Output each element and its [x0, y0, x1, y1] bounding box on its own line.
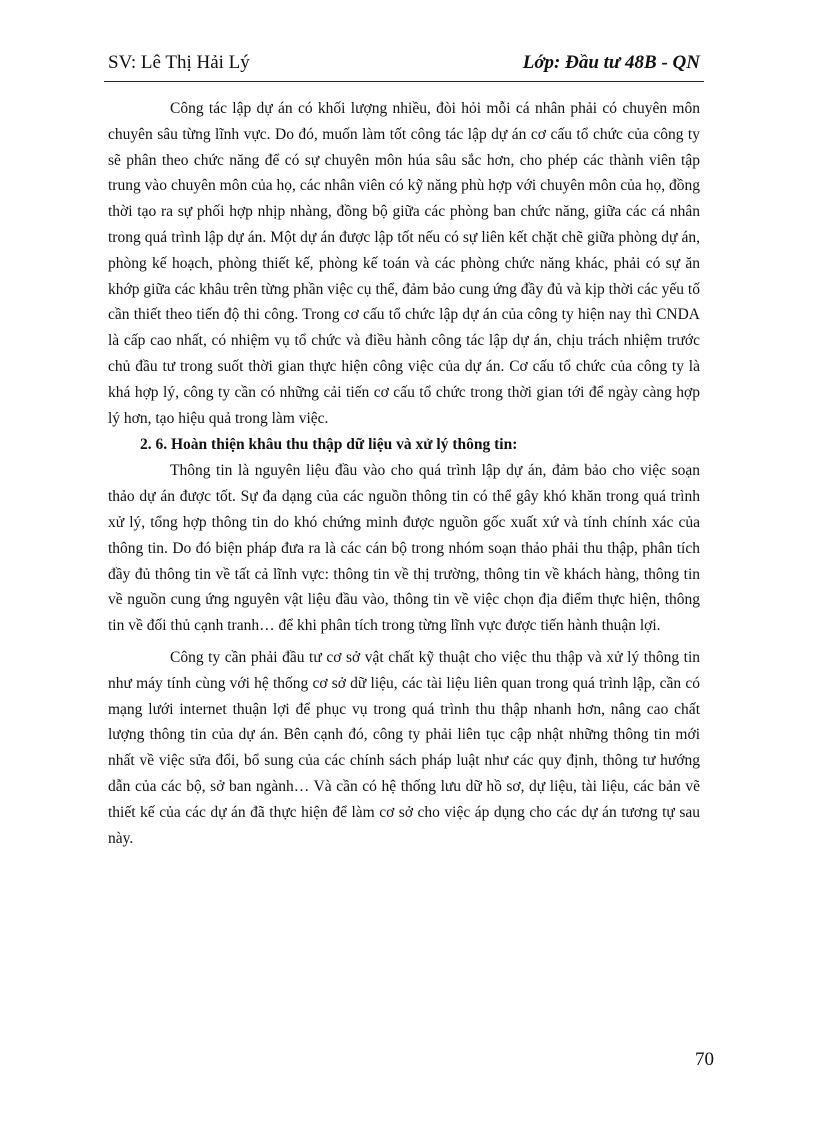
- header-student-name: SV: Lê Thị Hải Lý: [108, 52, 250, 73]
- section-heading: 2. 6. Hoàn thiện khâu thu thập dữ liệu và xử lý thông tin:: [140, 436, 518, 454]
- header-class-name: Lớp: Đầu tư 48B - QN: [522, 52, 700, 73]
- page-body: [108, 96, 700, 851]
- body-paragraph-3: Công ty cần phải đầu tư cơ sở vật chất kỹ thuật cho việc thu thập và xử lý thông tin như máy tính cùng với hệ thống cơ sở dữ liệu, các tài liệu liên quan trong quá trình lập, cần có mạng lưới internet thuận lợi để phục vụ trong quá trình thu thập nhanh hơn, nâng cao chất lượng thông tin của dự án. Bên cạnh đó, công ty phải liên tục cập nhật những thông tin mới nhất về việc sửa đổi, bổ sung của các chính sách pháp luật như các quy định, thông tư hướng dẫn của các bộ, sở ban ngành… Và cần có hệ thống lưu dữ hồ sơ, dự liệu, tài liệu, các bản vẽ thiết kế của các dự án đã thực hiện để làm cơ sở cho việc áp dụng cho các dự án tương tự sau này.: [108, 648, 700, 847]
- page-number: 70: [695, 1049, 714, 1070]
- body-paragraph-2: Thông tin là nguyên liệu đầu vào cho quá trình lập dự án, đảm bảo cho việc soạn thảo dự án được tốt. Sự đa dạng của các nguồn thông tin có thể gây khó khăn trong quá trình xử lý, tổng hợp thông tin do khó chứng minh được nguồn gốc xuất xứ và tính chính xác của thông tin. Do đó biện pháp đưa ra là các cán bộ trong nhóm soạn thảo phải thu thập, phân tích đầy đủ thông tin về tất cả lĩnh vực: thông tin về thị trường, thông tin về khách hàng, thông tin về nguồn cung ứng nguyên vật liệu đầu vào, thông tin về việc chọn địa điểm thực hiện, thông tin về đối thủ cạnh tranh… để khi phân tích trong từng lĩnh vực được tiến hành thuận lợi.: [108, 462, 700, 635]
- body-paragraph-1: Công tác lập dự án có khối lượng nhiều, đòi hỏi mỗi cá nhân phải có chuyên môn chuyên sâu từng lĩnh vực. Do đó, muốn làm tốt công tác lập dự án cơ cấu tổ chức của công ty sẽ phân theo chức năng để có sự chuyên môn húa sâu sắc hơn, cho phép các thành viên tập trung vào chuyên môn của họ, các nhân viên có kỹ năng phù hợp với chuyên môn của họ, đồng thời tạo ra sự phối hợp nhịp nhàng, đồng bộ giữa các phòng ban chức năng, giữa các cá nhân trong quá trình lập dự án. Một dự án được lập tốt nếu có sự liên kết chặt chẽ giữa phòng dự án, phòng kế hoạch, phòng thiết kế, phòng kế toán và các phòng chức năng khác, phải có sự ăn khớp giữa các khâu trên từng phần việc cụ thể, đảm bảo cung ứng đầy đủ và kịp thời các yếu tố cần thiết theo tiến độ thi công. Trong cơ cấu tổ chức lập dự án của công ty hiện nay thì CNDA là cấp cao nhất, có nhiệm vụ tổ chức và điều hành công tác lập dự án, chịu trách nhiệm trước chủ đầu tư trong suốt thời gian thực hiện công việc của dự án. Cơ cấu tổ chức của công ty là khá hợp lý, công ty cần có những cải tiến cơ cấu tổ chức trong thời gian tới để ngày càng hợp lý hơn, tạo hiệu quả trong làm việc.: [108, 100, 700, 427]
- page-header: [108, 48, 700, 78]
- header-rule: [104, 81, 704, 82]
